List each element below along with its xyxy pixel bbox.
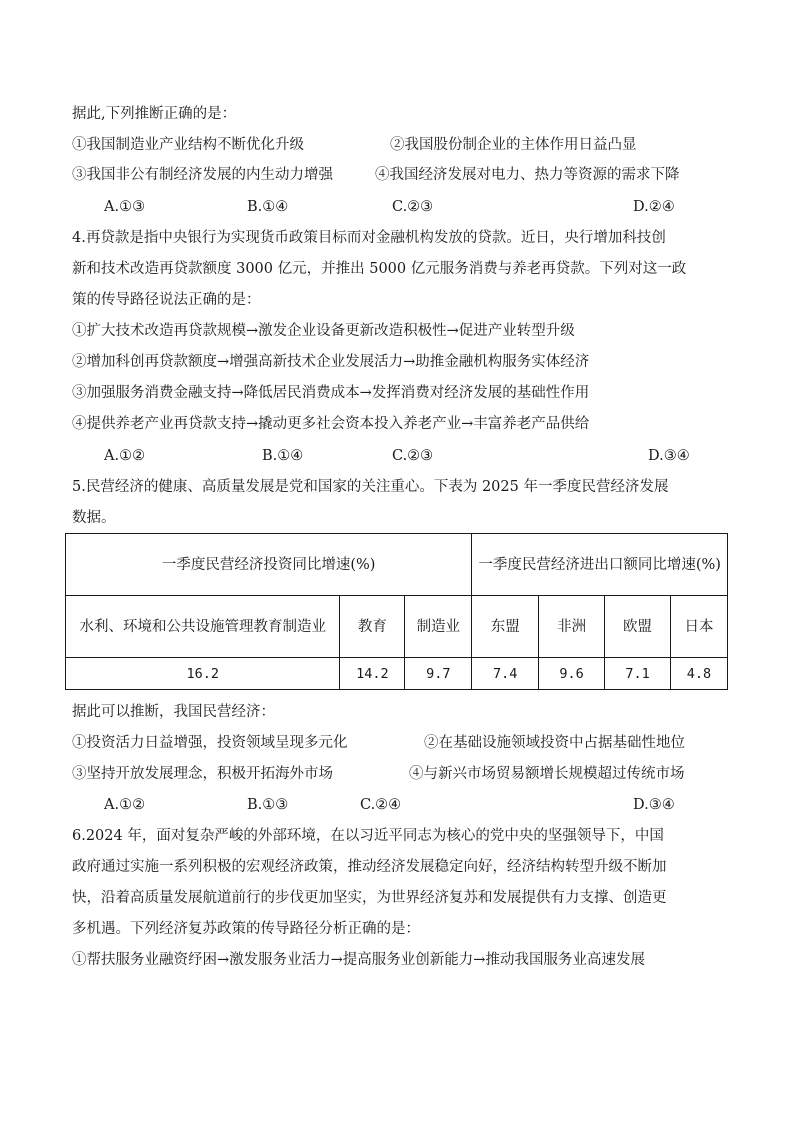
q4-stem-1: 4.再贷款是指中央银行为实现货币政策目标而对金融机构发放的贷款。近日，央行增加科技创 [72, 230, 666, 246]
q3-item-1: ①我国制造业产业结构不断优化升级 [72, 137, 304, 153]
table-col-header: 制造业 [405, 596, 472, 658]
table-group-header-investment: 一季度民营经济投资同比增速(%) [66, 534, 472, 596]
q6-item-1: ①帮扶服务业融资纾困→激发服务业活力→提高服务业创新能力→推动我国服务业高速发展 [72, 952, 645, 968]
table-cell: 9.7 [405, 658, 472, 690]
q5-option-c: C.②④ [360, 797, 402, 813]
q5-option-b: B.①③ [247, 797, 289, 813]
q5-item-2: ②在基础设施领域投资中占据基础性地位 [424, 735, 685, 751]
q5-item-4: ④与新兴市场贸易额增长规模超过传统市场 [409, 766, 685, 782]
table-cell: 7.1 [605, 658, 671, 690]
table-col-header: 东盟 [472, 596, 539, 658]
table-cell: 4.8 [670, 658, 727, 690]
q4-stem-3: 策的传导路径说法正确的是： [72, 292, 261, 308]
q3-item-3: ③我国非公有制经济发展的内生动力增强 [72, 167, 333, 183]
q3-option-a: A.①③ [104, 199, 146, 215]
q4-item-4: ④提供养老产业再贷款支持→撬动更多社会资本投入养老产业→丰富养老产品供给 [72, 416, 590, 432]
table-col-header: 日本 [670, 596, 727, 658]
q5-after: 据此可以推断，我国民营经济： [72, 704, 275, 720]
table-cell: 7.4 [472, 658, 539, 690]
q4-option-d: D.③④ [648, 448, 690, 464]
q5-option-a: A.①② [104, 797, 146, 813]
q5-item-3: ③坚持开放发展理念，积极开拓海外市场 [72, 766, 333, 782]
q6-stem-1: 6.2024 年，面对复杂严峻的外部环境，在以习近平同志为核心的党中央的坚强领导下，中国 [72, 828, 664, 844]
q6-stem-3: 快，沿着高质量发展航道前行的步伐更加坚实，为世界经济复苏和发展提供有力支撑、创造更 [72, 890, 667, 906]
table-col-header: 水利、环境和公共设施管理教育制造业 [66, 596, 340, 658]
q4-stem-2: 新和技术改造再贷款额度 3000 亿元，并推出 5000 亿元服务消费与养老再贷款。下列对这一政 [72, 261, 687, 277]
q4-item-1: ①扩大技术改造再贷款规模→激发企业设备更新改造积极性→促进产业转型升级 [72, 323, 575, 339]
q5-item-1: ①投资活力日益增强，投资领域呈现多元化 [72, 735, 348, 751]
q6-stem-4: 多机遇。下列经济复苏政策的传导路径分析正确的是： [72, 921, 420, 937]
q4-item-2: ②增加科创再贷款额度→增强高新技术企业发展活力→助推金融机构服务实体经济 [72, 354, 590, 370]
table-cell: 14.2 [340, 658, 405, 690]
economy-data-table [65, 533, 728, 690]
table-col-header: 教育 [340, 596, 405, 658]
q3-option-b: B.①④ [247, 199, 289, 215]
q6-stem-2: 政府通过实施一系列积极的宏观经济政策，推动经济发展稳定向好，经济结构转型升级不断加 [72, 859, 667, 875]
q4-item-3: ③加强服务消费金融支持→降低居民消费成本→发挥消费对经济发展的基础性作用 [72, 385, 590, 401]
q3-item-2: ②我国股份制企业的主体作用日益凸显 [390, 137, 637, 153]
q5-stem-1: 5.民营经济的健康、高质量发展是党和国家的关注重心。下表为 2025 年一季度民营经济发展 [72, 479, 669, 495]
q5-option-d: D.③④ [633, 797, 675, 813]
table-cell: 9.6 [539, 658, 605, 690]
q3-option-c: C.②③ [392, 199, 434, 215]
q5-stem-2: 数据。 [72, 510, 116, 526]
q4-option-b: B.①④ [262, 448, 304, 464]
table-cell: 16.2 [66, 658, 340, 690]
table-group-header-trade: 一季度民营经济进出口额同比增速(%) [472, 534, 728, 596]
table-col-header: 欧盟 [605, 596, 671, 658]
q4-option-a: A.①② [104, 448, 146, 464]
q4-option-c: C.②③ [392, 448, 434, 464]
q3-lead: 据此,下列推断正确的是： [72, 106, 237, 122]
q3-option-d: D.②④ [633, 199, 675, 215]
q3-item-4: ④我国经济发展对电力、热力等资源的需求下降 [375, 167, 680, 183]
table-col-header: 非洲 [539, 596, 605, 658]
